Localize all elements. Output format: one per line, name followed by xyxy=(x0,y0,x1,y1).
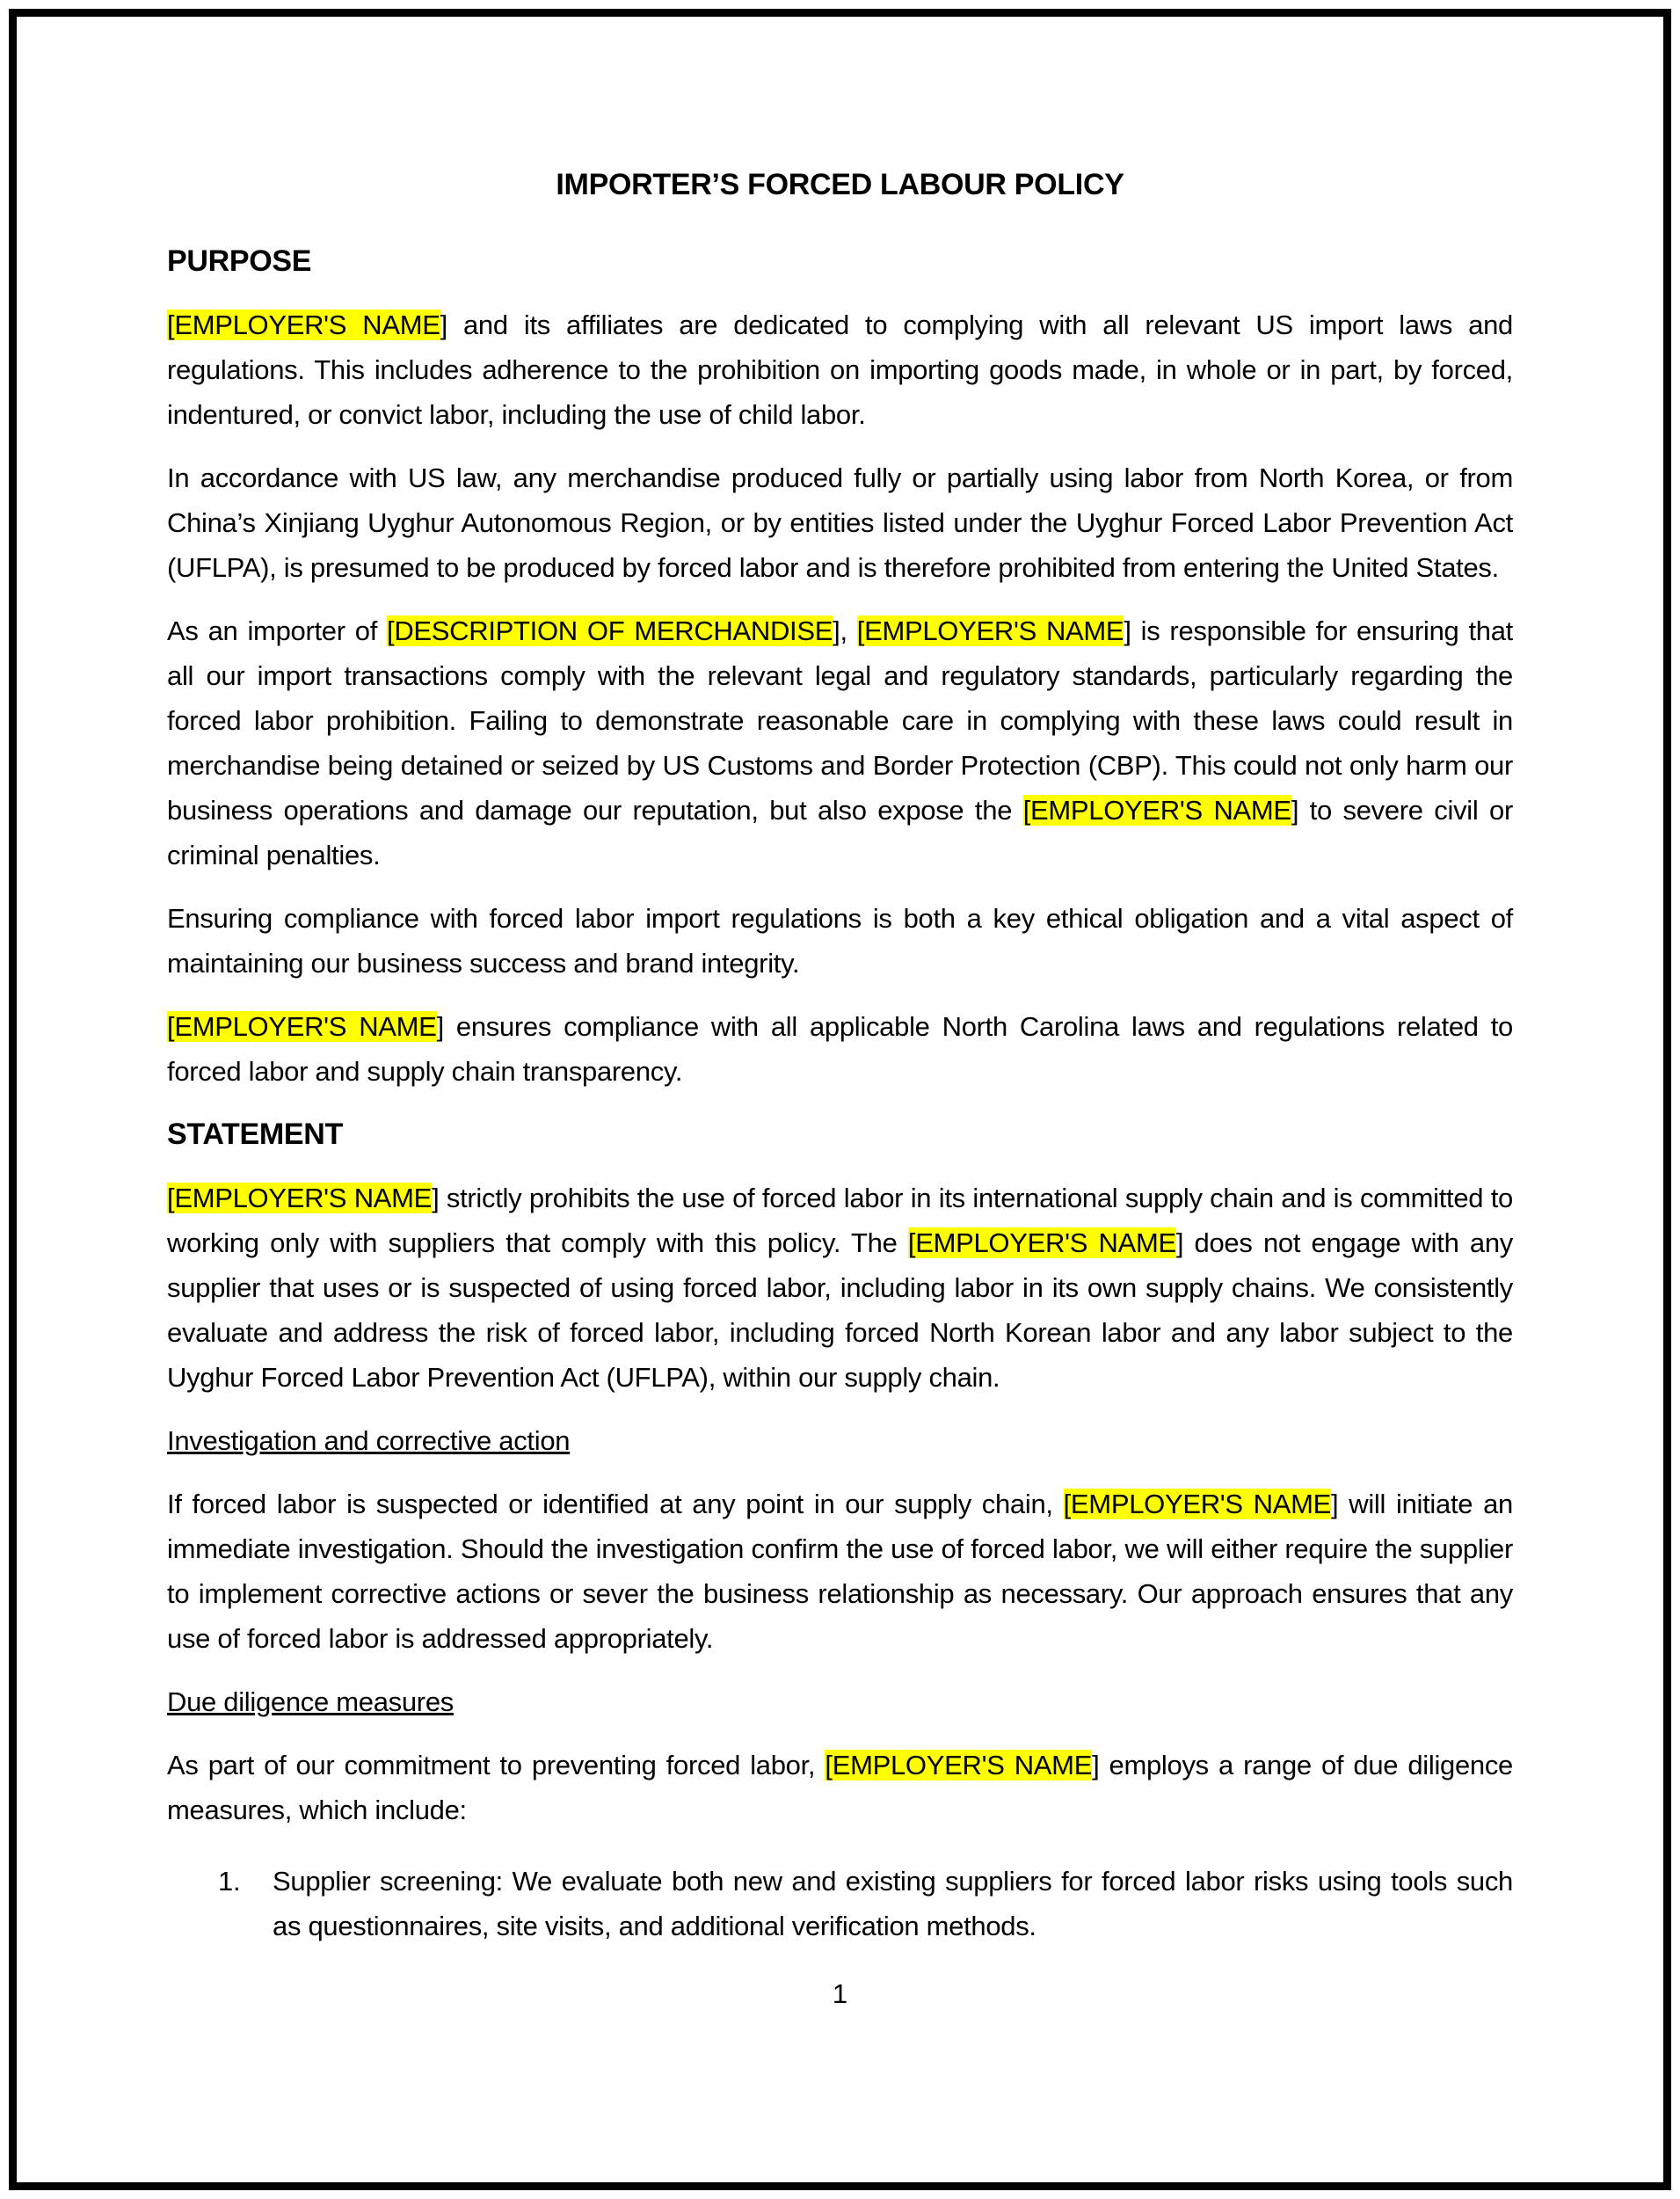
paragraph-investigation-1: If forced labor is suspected or identified at any point in our supply chain, [EMPLOYER'S NAME] will initiate an immediate investigation. Should the investigation confirm the use of forced labor, we will either require the supplier to implement corrective actions or sever the business relationship as necessary. Our approach ensures that any use of forced labor is addressed appropriately. xyxy=(167,1489,1513,1654)
paragraph-due-diligence-1: As part of our commitment to preventing forced labor, [EMPLOYER'S NAME] employs a range of due diligence measures, which include: xyxy=(167,1750,1513,1825)
heading-purpose: PURPOSE xyxy=(167,244,312,278)
paragraph-purpose-5: [EMPLOYER'S NAME] ensures compliance with all applicable North Carolina laws and regulations related to forced labor and supply chain transparency. xyxy=(167,1011,1513,1087)
highlighted-placeholder: [EMPLOYER'S NAME xyxy=(167,1011,437,1042)
highlighted-placeholder: [EMPLOYER'S NAME xyxy=(1063,1489,1332,1519)
paragraph-purpose-4: Ensuring compliance with forced labor import regulations is both a key ethical obligation and a vital aspect of maintaining our business success and brand integrity. xyxy=(167,903,1513,979)
highlighted-placeholder: [EMPLOYER'S NAME xyxy=(825,1750,1093,1780)
document-title: IMPORTER’S FORCED LABOUR POLICY xyxy=(556,168,1124,201)
list-item-text: Supplier screening: We evaluate both new and existing suppliers for forced labor risks using tools such as questionnaires, site visits, and additional verification methods. xyxy=(273,1866,1513,1941)
highlighted-placeholder: [EMPLOYER'S NAME xyxy=(167,1183,433,1213)
highlighted-placeholder: [EMPLOYER'S NAME xyxy=(1022,795,1291,826)
paragraph-purpose-3: As an importer of [DESCRIPTION OF MERCHANDISE], [EMPLOYER'S NAME] is responsible for ensuring that all our import transactions comply with the relevant legal and regulatory standards, particularly regarding the forced labor prohibition. Failing to demonstrate reasonable care in complying with these laws could result in merchandise being detained or seized by US Customs and Border Protection (CBP). This could not only harm our business operations and damage our reputation, but also expose the [EMPLOYER'S NAME] to severe civil or criminal penalties. xyxy=(167,615,1513,870)
due-diligence-list xyxy=(167,1859,1513,1948)
subheading-due-diligence: Due diligence measures xyxy=(167,1686,454,1717)
subheading-investigation: Investigation and corrective action xyxy=(167,1425,571,1456)
paragraph-purpose-2: In accordance with US law, any merchandise produced fully or partially using labor from North Korea, or from China’s Xinjiang Uyghur Autonomous Region, or by entities listed under the Uyghur Forced Labor Prevention Act (UFLPA), is presumed to be produced by forced labor and is therefore prohibited from entering the United States. xyxy=(167,462,1513,583)
heading-statement: STATEMENT xyxy=(167,1118,344,1151)
page-content xyxy=(167,163,1513,2016)
list-item xyxy=(167,1859,1513,1948)
highlighted-placeholder: [DESCRIPTION OF MERCHANDISE xyxy=(387,615,833,646)
page-number: 1 xyxy=(832,1978,848,2009)
paragraph-statement-1: [EMPLOYER'S NAME] strictly prohibits the use of forced labor in its international supply chain and is committed to working only with suppliers that comply with this policy. The [EMPLOYER'S NAME] does not engage with any supplier that uses or is suspected of using forced labor, including labor in its own supply chains. We consistently evaluate and address the risk of forced labor, including forced North Korean labor and any labor subject to the Uyghur Forced Labor Prevention Act (UFLPA), within our supply chain. xyxy=(167,1183,1513,1393)
highlighted-placeholder: [EMPLOYER'S NAME xyxy=(167,309,440,340)
list-item-number: 1. xyxy=(218,1866,241,1897)
highlighted-placeholder: [EMPLOYER'S NAME xyxy=(907,1227,1176,1258)
highlighted-placeholder: [EMPLOYER'S NAME xyxy=(856,615,1124,646)
paragraph-purpose-1: [EMPLOYER'S NAME] and its affiliates are dedicated to complying with all relevant US import laws and regulations. This includes adherence to the prohibition on importing goods made, in whole or in part, by forced, indentured, or convict labor, including the use of child labor. xyxy=(167,309,1513,430)
